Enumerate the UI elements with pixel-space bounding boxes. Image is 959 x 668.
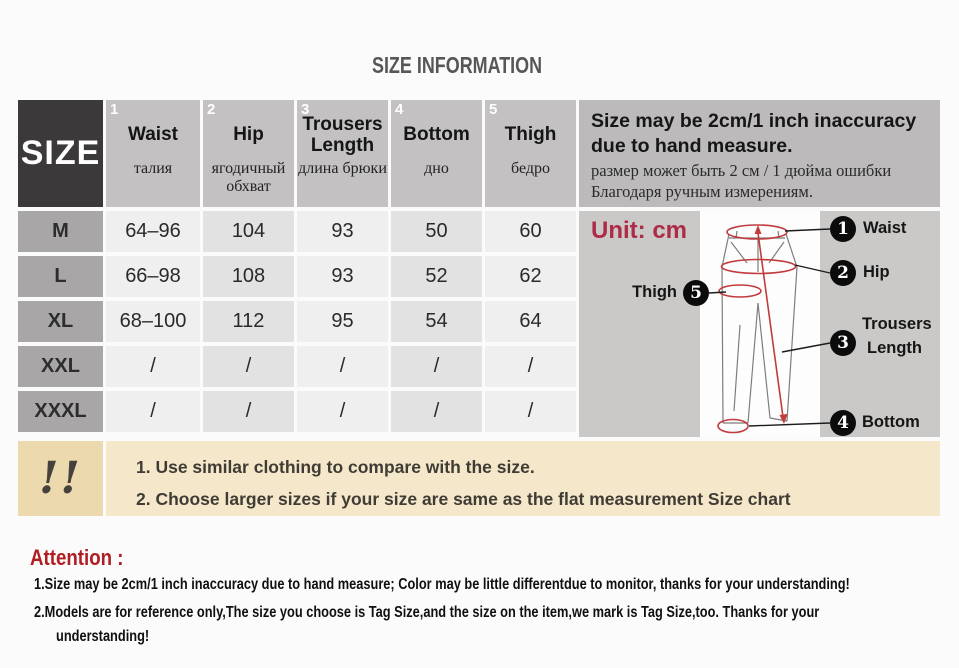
size-value-cell: 64 — [485, 301, 576, 342]
column-label-en: Waist — [128, 124, 178, 146]
size-value-cell: 108 — [203, 256, 294, 297]
size-row-label: XL — [18, 301, 103, 342]
measure-inaccuracy-panel — [579, 100, 940, 207]
size-value-cell: 68–100 — [106, 301, 200, 342]
notes-icon-cell — [18, 441, 103, 516]
column-label-ru: талия — [133, 160, 173, 177]
size-value-cell: 93 — [297, 256, 388, 297]
size-value-cell: 93 — [297, 211, 388, 252]
size-value-cell: / — [106, 346, 200, 387]
size-value-cell: 50 — [391, 211, 482, 252]
size-value-cell: / — [391, 391, 482, 432]
attention-note-2: 2.Models are for reference only,The size you choose is Tag Size,and the size on the item,we mark is Tag Size,too. Thanks for your — [34, 604, 820, 621]
column-number: 3 — [301, 101, 310, 118]
size-value-cell: / — [391, 346, 482, 387]
size-value-cell: 66–98 — [106, 256, 200, 297]
inaccuracy-text-ru: Благодаря ручным измерениям. — [591, 182, 813, 202]
callout-circle-waist: 1 — [830, 216, 856, 242]
column-number: 2 — [207, 101, 216, 118]
unit-label: Unit: cm — [591, 217, 687, 244]
attention-heading: Attention : — [30, 545, 124, 570]
callout-label-trousers: Trousers — [862, 315, 932, 333]
column-label-en: Bottom — [403, 124, 470, 146]
inaccuracy-text-ru: размер может быть 2 см / 1 дюйма ошибки — [591, 160, 892, 180]
sizing-tip-1: 1. Use similar clothing to compare with the size. — [136, 457, 535, 477]
column-number: 5 — [489, 101, 498, 118]
column-header-bottom — [391, 100, 482, 207]
size-table — [18, 100, 576, 432]
measurement-diagram — [579, 211, 940, 437]
inaccuracy-text-en: Size may be 2cm/1 inch inaccuracy — [591, 110, 917, 132]
page-title — [0, 52, 915, 79]
column-header-hip — [203, 100, 294, 207]
callout-label-thigh: Thigh — [632, 283, 677, 301]
size-header-cell: SIZE — [18, 100, 103, 207]
column-label-ru: длина брюки — [298, 160, 387, 177]
page-title-text: SIZE INFORMATION — [372, 52, 543, 78]
callout-label-hip: Hip — [863, 263, 890, 281]
size-value-cell: / — [297, 391, 388, 432]
size-value-cell: / — [203, 346, 294, 387]
column-number: 1 — [110, 101, 119, 118]
column-header-waist — [106, 100, 200, 207]
size-value-cell: 60 — [485, 211, 576, 252]
column-label-en: Trousers Length — [302, 113, 383, 156]
size-value-cell: 54 — [391, 301, 482, 342]
size-value-cell: 104 — [203, 211, 294, 252]
size-row-label: M — [18, 211, 103, 252]
column-label-ru: бедро — [511, 160, 550, 177]
sizing-tips-panel — [106, 441, 940, 516]
column-number: 4 — [395, 101, 404, 118]
sizing-tip-2: 2. Choose larger sizes if your size are same as the flat measurement Size chart — [136, 488, 791, 509]
size-value-cell: 52 — [391, 256, 482, 297]
double-exclamation-icon: !! — [39, 453, 82, 504]
size-row-label: L — [18, 256, 103, 297]
callout-circle-trousers-length: 3 — [830, 330, 856, 356]
attention-note-1: 1.Size may be 2cm/1 inch inaccuracy due to hand measure; Color may be little differentdue to monitor, thanks for your understanding! — [34, 576, 850, 593]
size-value-cell: 112 — [203, 301, 294, 342]
inaccuracy-text-en: due to hand measure. — [591, 135, 793, 158]
callout-label-length: Length — [867, 339, 922, 357]
size-value-cell: / — [485, 346, 576, 387]
size-row-label: XXXL — [18, 391, 103, 432]
callout-circle-bottom: 4 — [830, 410, 856, 436]
attention-note-2-cont: understanding! — [56, 628, 150, 645]
size-value-cell: / — [485, 391, 576, 432]
callout-label-bottom: Bottom — [862, 413, 920, 431]
size-value-cell: 64–96 — [106, 211, 200, 252]
column-header-trousers-length — [297, 100, 388, 207]
callout-label-waist: Waist — [863, 219, 907, 237]
size-row-label: XXL — [18, 346, 103, 387]
size-value-cell: / — [203, 391, 294, 432]
column-label-en: Thigh — [504, 124, 557, 146]
callout-circle-thigh: 5 — [683, 280, 709, 306]
size-value-cell: 95 — [297, 301, 388, 342]
size-value-cell: / — [297, 346, 388, 387]
column-label-en: Hip — [233, 124, 264, 146]
callout-circle-hip: 2 — [830, 260, 856, 286]
size-value-cell: / — [106, 391, 200, 432]
column-label-ru: ягодичный обхват — [211, 160, 286, 196]
size-value-cell: 62 — [485, 256, 576, 297]
column-label-ru: дно — [424, 160, 449, 177]
column-header-thigh — [485, 100, 576, 207]
